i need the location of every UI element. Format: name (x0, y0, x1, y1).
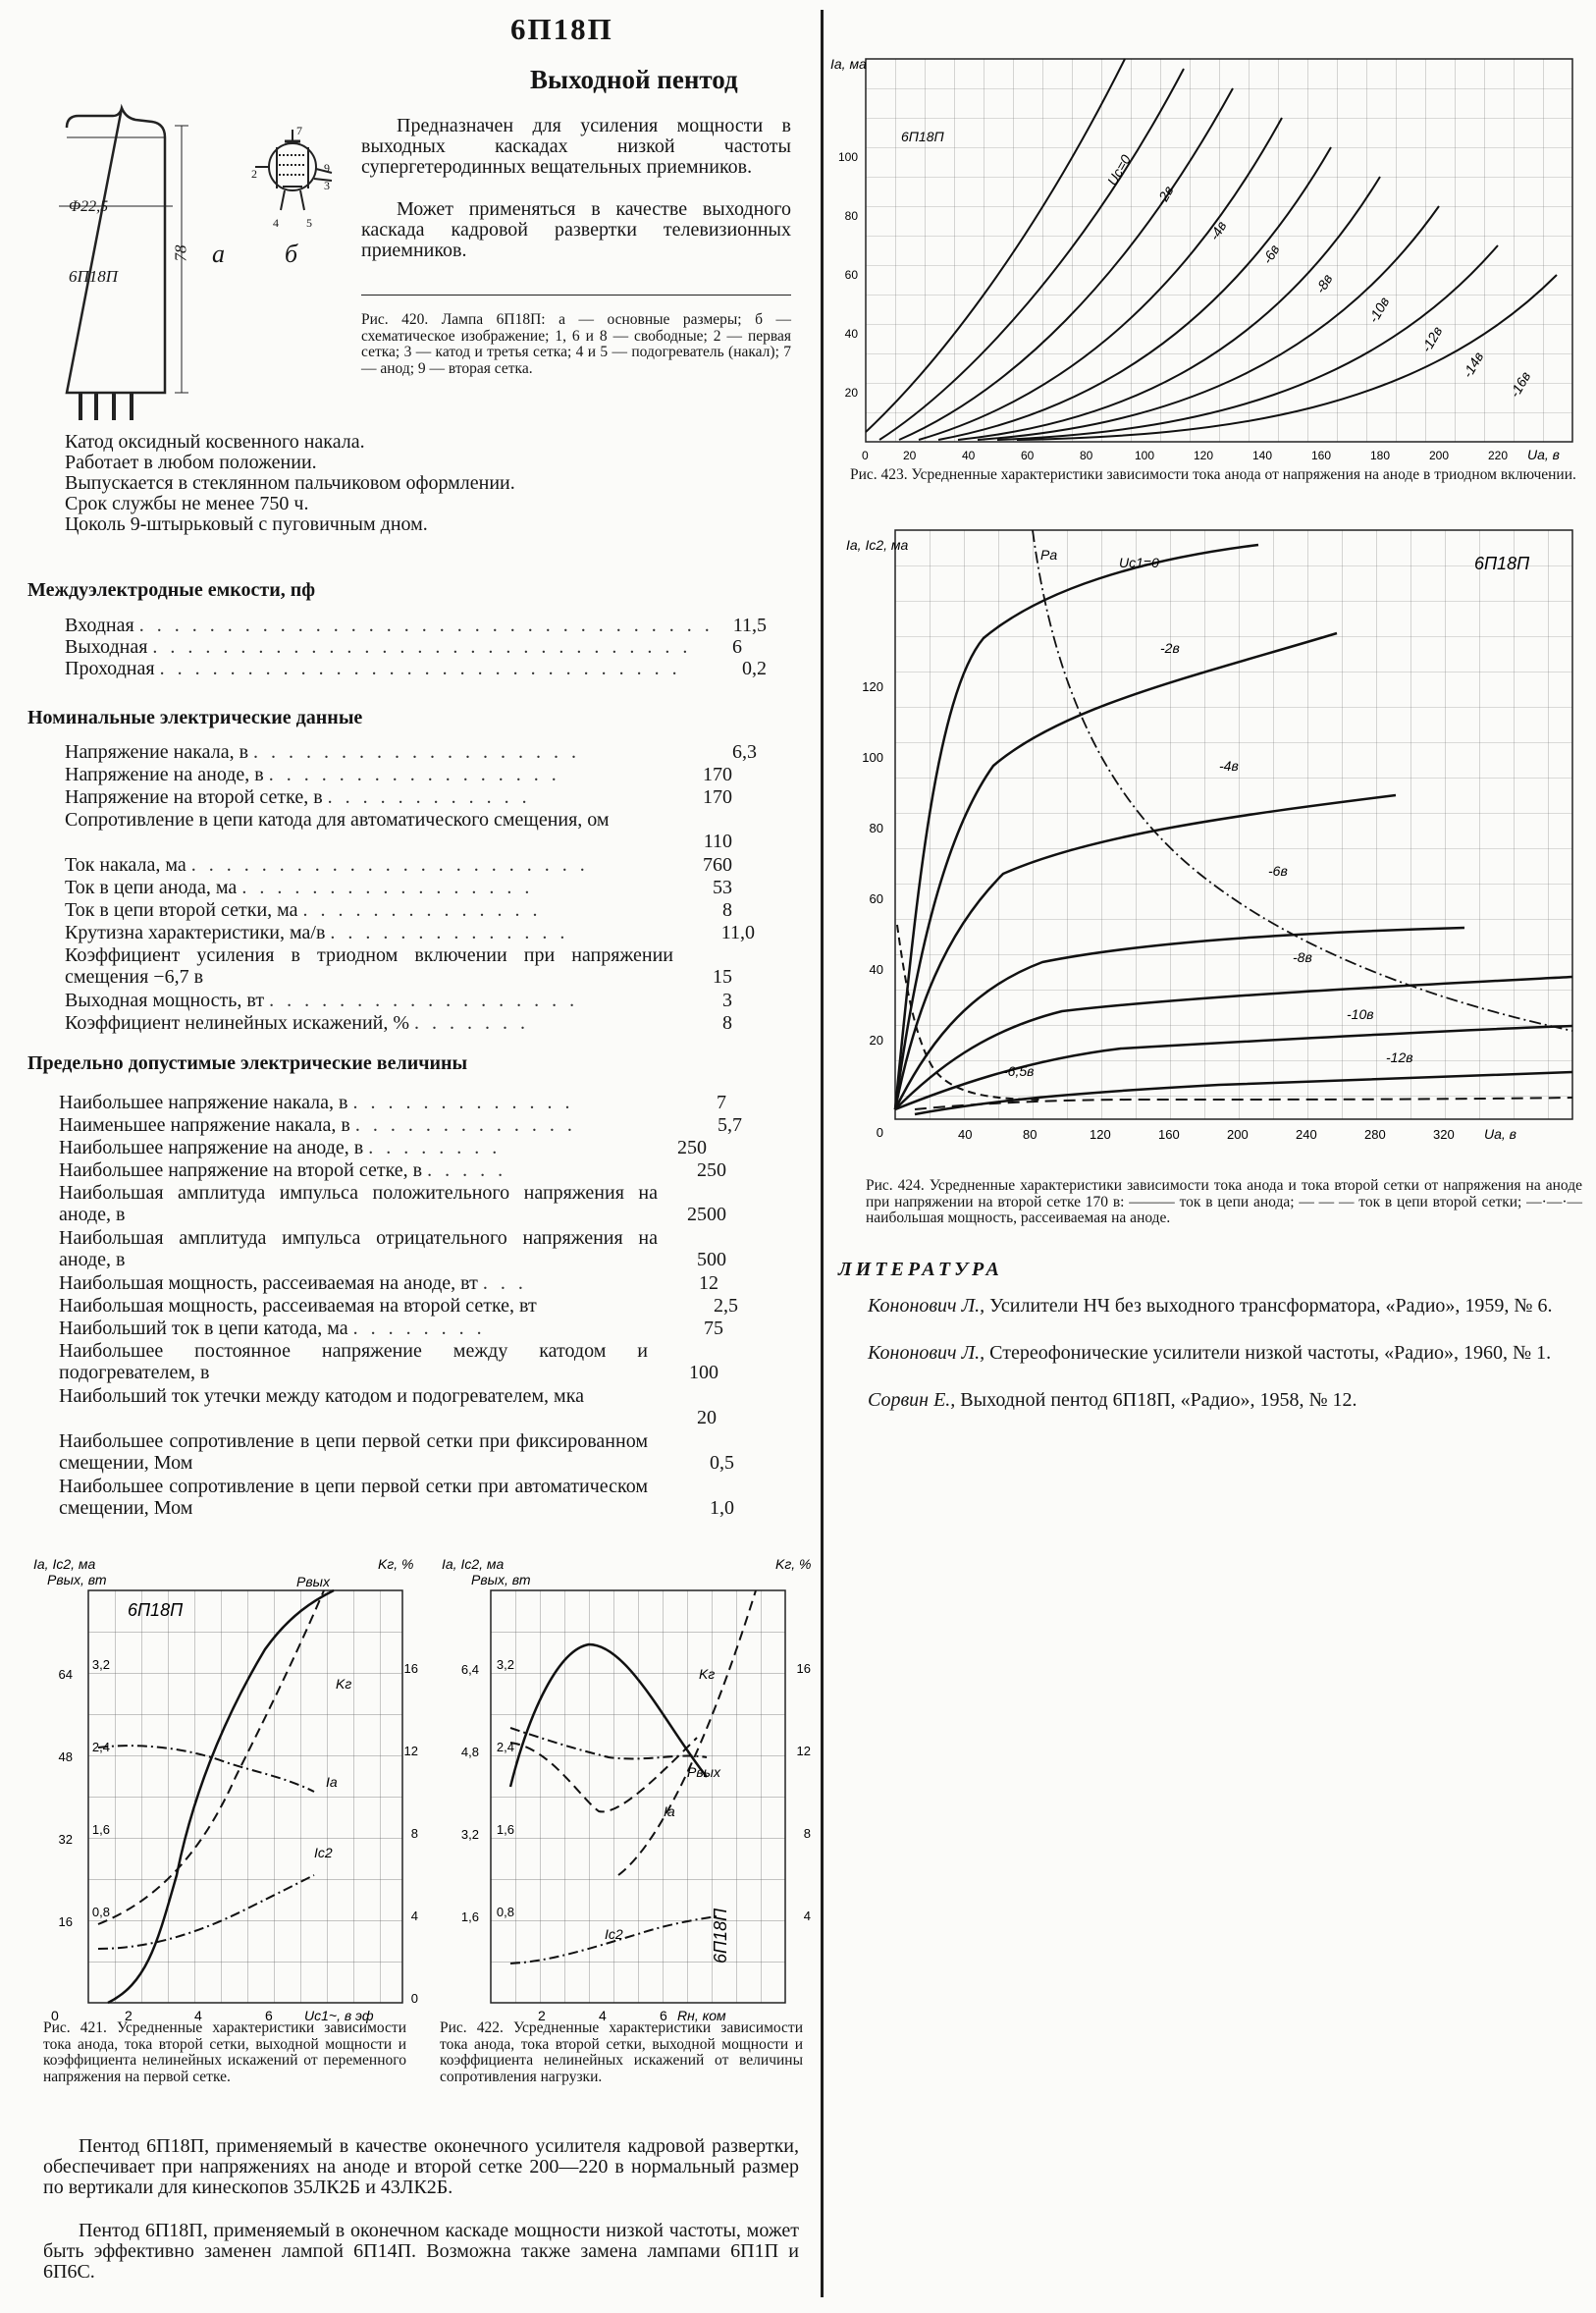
mid-axis-title: Pвых, вт (47, 1572, 107, 1587)
general-line: Катод оксидный косвенного накала. (65, 431, 365, 453)
tube-drawing-label: 6П18П (69, 267, 119, 286)
tick-w: 3,2 (496, 1657, 514, 1672)
curve-label: Uc1=0 (1119, 555, 1159, 570)
tick-y: 20 (869, 1033, 883, 1048)
tick-x: 320 (1433, 1127, 1455, 1142)
tick-x: 0 (862, 449, 869, 462)
spec-row: Наибольший ток утечки между катодом и подогревателем, мка 20 (59, 1385, 717, 1428)
x-axis-title: Rн, ком (677, 2008, 726, 2023)
tick-x: 4 (194, 2008, 202, 2023)
spec-row: Наибольшая амплитуда импульса отрицательного напряжения на аноде, в 500 (59, 1227, 726, 1270)
chart-tube-label: 6П18П (128, 1600, 184, 1620)
tick-x: 6 (265, 2008, 273, 2023)
curve-label: -12в (1386, 1049, 1413, 1065)
fig423-caption: Рис. 423. Усредненные характеристики зависимости тока анода от напряжения на аноде в триодном включении. (850, 466, 1576, 483)
general-line: Выпускается в стеклянном пальчиковом оформлении. (65, 472, 515, 494)
chart-tube-label: 6П18П (901, 129, 944, 144)
y-axis-title: Ia, Ic2, ма (846, 537, 909, 553)
tick-x: 120 (1194, 449, 1214, 462)
tick-y: 60 (844, 268, 858, 282)
tick-ma: 3,2 (460, 1827, 479, 1842)
curve-label-ia: Ia (326, 1774, 338, 1790)
curve-label: -8в (1311, 271, 1336, 296)
left-axis-title: Ia, Ic2, ма (33, 1556, 96, 1572)
ic2-curve-label: -6,5в (1003, 1063, 1035, 1079)
tick-y: 20 (844, 386, 858, 400)
tick-x: 100 (1135, 449, 1155, 462)
tick-y: 80 (869, 821, 883, 835)
curve-label-ic2: Ic2 (314, 1845, 333, 1860)
tick-pct: 4 (410, 1909, 418, 1923)
fig422-caption: Рис. 422. Усредненные характеристики зависимости тока анода, тока второй сетки, выходной мощности и коэффициента нелинейных искажений от величины сопротивления нагрузки. (440, 2019, 803, 2085)
tick-x: 140 (1252, 449, 1273, 462)
tick-y: 40 (869, 962, 883, 977)
tick-ma: 6,4 (460, 1662, 479, 1677)
spec-row: Наибольшая амплитуда импульса положительного напряжения на аноде, в 2500 (59, 1182, 726, 1225)
bottom-paragraph-1: Пентод 6П18П, применяемый в качестве оконечного усилителя кадровой развертки, обеспечивает при напряжениях на аноде и второй сетке 200—220 в нормальный размер по вертикали для кинескопов 35ЛК2Б и 43ЛК2Б. (43, 2135, 799, 2198)
tick-pct: 0 (410, 1991, 418, 2006)
literature-item: Сорвин Е., Выходной пентод 6П18П, «Радио», 1958, № 12. (868, 1389, 1357, 1411)
curve-label: -10в (1364, 294, 1393, 326)
pin-label: 4 (273, 216, 279, 230)
tick-y: 120 (862, 679, 883, 694)
fig422-chart (442, 1551, 815, 2023)
x-axis-title: Ua, в (1527, 447, 1560, 462)
pin-label: 5 (306, 216, 312, 230)
spec-row: Наибольшее сопротивление в цепи первой сетки при автоматическом смещении, Мом 1,0 (59, 1476, 734, 1519)
curve-label: -14в (1459, 349, 1487, 381)
fig421-caption: Рис. 421. Усредненные характеристики зависимости тока анода, тока второй сетки, выходной мощности и коэффициента нелинейных искажений от переменного напряжения на первой сетке. (43, 2019, 406, 2085)
tick-x: 80 (1023, 1127, 1037, 1142)
general-line: Работает в любом положении. (65, 452, 317, 473)
tick-pct: 8 (410, 1826, 418, 1841)
tick-ma-16: 16 (58, 1914, 73, 1929)
tick-pct: 16 (796, 1661, 811, 1676)
right-axis-title: Kг, % (775, 1556, 812, 1572)
tick-x: 6 (660, 2008, 667, 2023)
y-axis-title: Ia, ма (830, 56, 867, 72)
literature-item: Кононович Л., Усилители НЧ без выходного трансформатора, «Радио», 1959, № 6. (868, 1295, 1553, 1317)
diameter-label: Φ22,5 (69, 198, 109, 215)
general-line: Цоколь 9-штырьковый с пуговичным дном. (65, 513, 428, 535)
general-line: Срок службы не менее 750 ч. (65, 493, 309, 514)
tick-w: 3,2 (91, 1657, 110, 1672)
tick-y: 40 (844, 327, 858, 341)
page-subtitle: Выходной пентод (530, 65, 738, 94)
tick-x: 160 (1158, 1127, 1180, 1142)
curve-label-kg: Kг (699, 1666, 716, 1682)
tick-x: 2 (125, 2008, 133, 2023)
chart-tube-label: 6П18П (711, 1908, 730, 1963)
tick-x: 280 (1364, 1127, 1386, 1142)
chart-tube-label: 6П18П (1474, 554, 1530, 573)
tube-dimension-drawing (20, 108, 353, 422)
x-axis-title: Ua, в (1484, 1126, 1516, 1142)
fig421-chart (29, 1551, 422, 2023)
tick-x: 60 (1021, 449, 1035, 462)
curve-label: Uc=0 (1103, 151, 1135, 188)
pin-label: 3 (324, 179, 330, 192)
curve-label-pout: Pвых (296, 1574, 330, 1589)
pa-label: Pa (1040, 547, 1058, 563)
capacitance-heading: Междуэлектродные емкости, пф (27, 579, 316, 601)
tick-w: 1,6 (91, 1822, 110, 1837)
tick-y: 100 (837, 150, 858, 164)
tick-w: 0,8 (91, 1905, 110, 1919)
pin-label: 9 (324, 161, 330, 175)
fig420-caption: Рис. 420. Лампа 6П18П: а — основные размеры; б — схематическое изображение; 1, 6 и 8 — свободные; 2 — первая сетка; 3 — катод и третья сетка; 4 и 5 — подогреватель (накал); 7 — анод; 9 — вторая сетка. (361, 311, 791, 377)
curve-label: -10в (1347, 1006, 1374, 1022)
tick-x: 200 (1429, 449, 1450, 462)
bottom-paragraph-2: Пентод 6П18П, применяемый в оконечном каскаде мощности низкой частоты, может быть эффективно заменен лампой 6П14П. Возможна также замена лампами 6П1П и 6П6С. (43, 2220, 799, 2283)
tick-x: 200 (1227, 1127, 1249, 1142)
curve-label: -2в (1160, 640, 1180, 656)
limits-heading: Предельно допустимые электрические величины (27, 1052, 468, 1074)
mid-axis-title: Pвых, вт (471, 1572, 531, 1587)
tick-x: 160 (1311, 449, 1332, 462)
curve-label-kg: Kг (336, 1676, 352, 1692)
tick-x: 240 (1296, 1127, 1317, 1142)
tick-y: 0 (876, 1125, 883, 1140)
caption-rule (361, 295, 791, 296)
column-divider (821, 10, 824, 2297)
curve-label-ia: Ia (664, 1803, 675, 1819)
tick-x: 220 (1488, 449, 1509, 462)
tick-pct: 12 (796, 1744, 811, 1758)
curve-label: -12в (1417, 323, 1446, 355)
curve-label: -4в (1205, 218, 1230, 243)
tick-pct: 8 (803, 1826, 811, 1841)
pin-label: 7 (296, 124, 302, 137)
tick-x: 4 (599, 2008, 607, 2023)
fig423-chart (830, 56, 1586, 471)
curve-label: -4в (1219, 758, 1239, 774)
fig424-caption: Рис. 424. Усредненные характеристики зависимости тока анода и тока второй сетки от напряжения на аноде при напряжении на второй сетке 170 в: ——— ток в цепи анода; — — — ток в цепи второй сетки; —·—·— наибольшая мощность, рассеиваемая на аноде. (866, 1177, 1582, 1226)
tick-pct: 4 (803, 1909, 811, 1923)
tick-x: 120 (1090, 1127, 1111, 1142)
tick-w: 0,8 (496, 1905, 514, 1919)
spec-row: Сопротивление в цепи катода для автоматического смещения, ом 110 (65, 809, 732, 852)
tick-x: 40 (958, 1127, 973, 1142)
x-axis-title: Uc1~, в эф (304, 2008, 374, 2023)
curve-label: -2в (1152, 183, 1177, 208)
literature-heading: ЛИТЕРАТУРА (838, 1259, 1003, 1280)
figure-label-a: а (212, 240, 225, 268)
spec-row: Коэффициент усиления в триодном включении при напряжении смещения −6,7 в 15 (65, 944, 732, 988)
figure-label-b: б (285, 240, 298, 268)
tick-x: 80 (1080, 449, 1093, 462)
general-info (65, 432, 515, 535)
tick-w: 2,4 (496, 1740, 514, 1754)
curve-label: -16в (1506, 368, 1534, 401)
tick-ma-32: 32 (58, 1832, 73, 1847)
page-title: 6П18П (510, 12, 613, 46)
pin-label: 2 (251, 167, 257, 181)
nominal-heading: Номинальные электрические данные (27, 707, 363, 728)
tick-y: 80 (844, 209, 858, 223)
tick-w: 1,6 (496, 1822, 514, 1837)
tick-x: 20 (903, 449, 917, 462)
curve-label: -8в (1293, 949, 1312, 965)
tick-ma-64: 64 (58, 1667, 73, 1682)
intro-paragraph-1: Предназначен для усиления мощности в выходных каскадах низкой частоты супергетеродинных вещательных приемников. (361, 115, 791, 178)
tick-ma: 4,8 (460, 1745, 479, 1759)
intro-paragraph-2: Может применяться в качестве выходного каскада кадровой развертки телевизионных приемников. (361, 198, 791, 261)
fig424-chart (846, 520, 1582, 1149)
tick-x: 40 (962, 449, 976, 462)
tick-w: 2,4 (91, 1740, 110, 1754)
tick-x: 0 (51, 2008, 59, 2023)
curve-label-pout: Pвых (687, 1764, 720, 1780)
tick-ma-48: 48 (58, 1749, 73, 1764)
right-axis-title: Kг, % (378, 1556, 414, 1572)
tick-ma: 1,6 (460, 1910, 479, 1924)
curve-label: -6в (1258, 242, 1283, 267)
height-label: 78 (171, 244, 190, 262)
tick-pct: 12 (403, 1744, 418, 1758)
spec-row: Наибольшее постоянное напряжение между катодом и подогревателем, в 100 (59, 1340, 718, 1383)
curve-label: -6в (1268, 863, 1288, 879)
tick-y: 60 (869, 891, 883, 906)
curve-label-ic2: Ic2 (605, 1926, 623, 1942)
tick-x: 180 (1370, 449, 1391, 462)
tick-pct: 16 (403, 1661, 418, 1676)
tick-x: 2 (538, 2008, 546, 2023)
left-axis-title: Ia, Ic2, ма (442, 1556, 505, 1572)
tick-y: 100 (862, 750, 883, 765)
literature-item: Кононович Л., Стереофонические усилители низкой частоты, «Радио», 1960, № 1. (868, 1342, 1552, 1364)
spec-row: Наибольшее сопротивление в цепи первой сетки при фиксированном смещении, Мом 0,5 (59, 1430, 734, 1474)
